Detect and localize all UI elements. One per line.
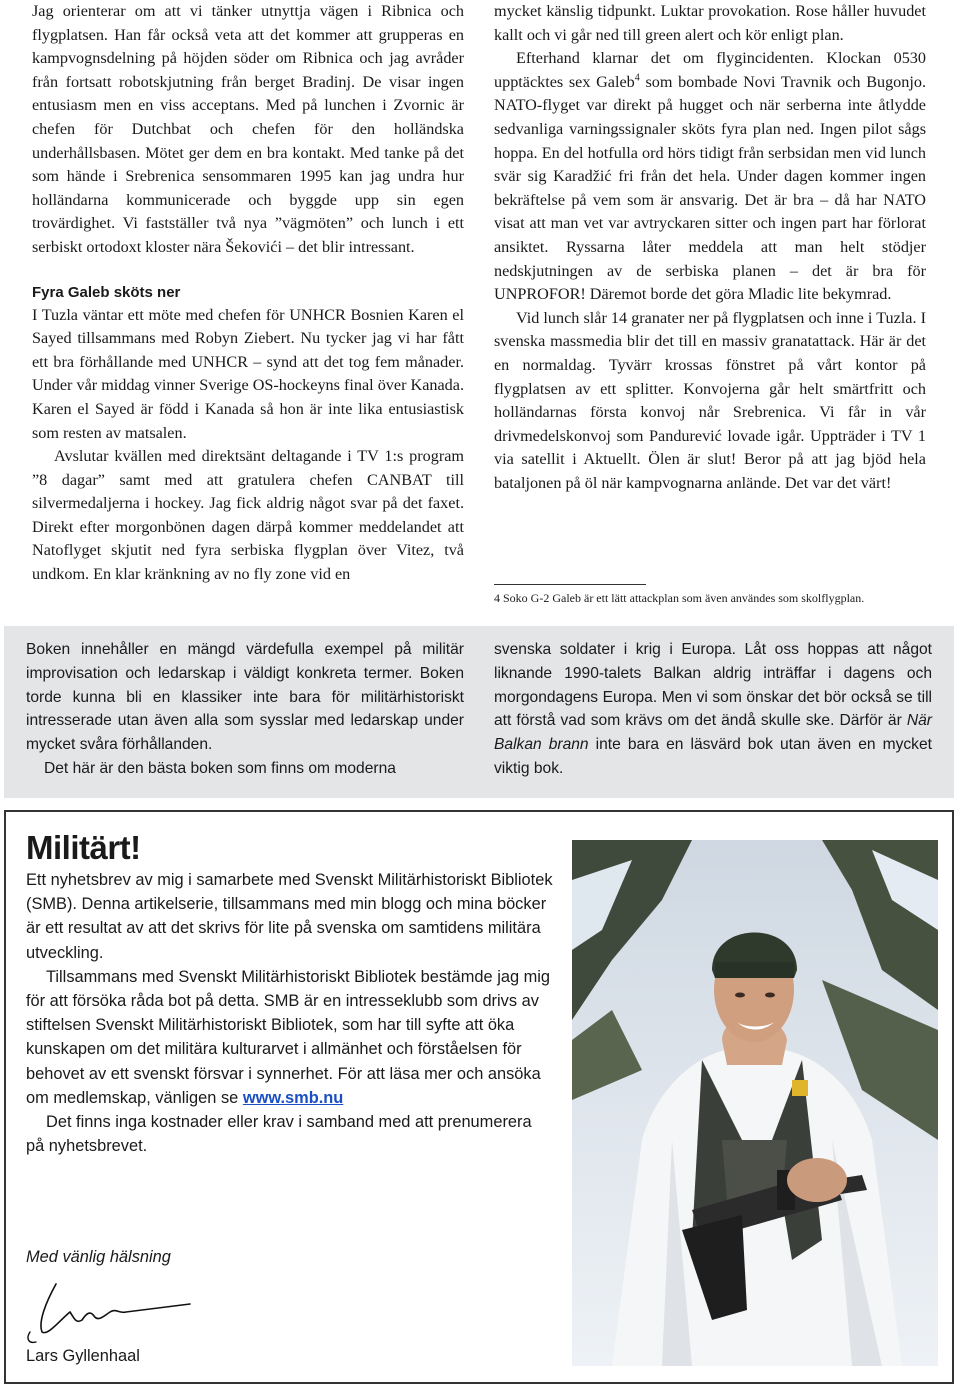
section-heading: Fyra Galeb sköts ner xyxy=(32,283,181,301)
newsletter-paragraph: Ett nyhetsbrev av mig i samarbete med Svenskt Militärhistoriskt Bibliotek (SMB). Denna artikelserie, tillsammans med min blogg och mina böcker är ett resultat av att det skrivs för lite på svenska om samtidens militära utveckling. xyxy=(26,871,553,962)
article-paragraph: Vid lunch slår 14 granater ner på flygplatsen och inne i Tuzla. I svenska massmedia blir det till en massiv granatattack. Här är det en normaldag. Tyvärr krossas fönstret på vårt kontor på flygplatsen av ett splitter. Konvojerna går helt smärtfritt och holländarnas första konvoj når Srebrenica. Vi får in vår drivmedelskonvoj som Pandurević lovade igår. Uppträder i TV 1 via satellit i Aktuellt. Ölen är slut! Beror på att jag bjöd hela bataljonen på öl när kampvognarna anlände. Det var det värt! xyxy=(494,308,926,492)
paragraph-text: som bombade Novi Travnik och Bugonjo. NATO-flyget var direkt på hugget och när serberna inte åtlydde sedvanliga varningssignaler sköts fyra plan ned. Ingen pilot sågs hoppa. En del hotfulla ord hörs tidigt från serbsidan men vid lunch svär sig Karadžić fri från det hela. Under dagen kommer ingen bekräftelse på vem som är ansvarig. Det är bra – då har NATO visat att man vet var avtryckaren sitter och ingen part har förlorat ansiktet. Ryssarna låter meddela att man helt stödjer nedskjutningen av de serbiska planen – det är bra för UNPROFOR! Däremot borde det göra Mladic lite bekymrad. xyxy=(494,72,926,304)
newsletter-text xyxy=(26,868,554,1158)
newsletter-paragraph xyxy=(26,965,554,1110)
newsletter-box xyxy=(4,810,954,1384)
newsletter-paragraph: Det finns inga kostnader eller krav i samband med att prenumerera på nyhetsbrevet. xyxy=(26,1113,532,1156)
soldier-photo xyxy=(572,840,938,1366)
review-paragraph xyxy=(494,638,932,781)
article-right-column xyxy=(494,0,926,495)
footnote-reference: 4 xyxy=(634,72,640,84)
newsletter-title: Militärt! xyxy=(26,829,141,866)
greeting: Med vänlig hälsning xyxy=(26,1248,171,1266)
signer-name: Lars Gyllenhaal xyxy=(26,1347,140,1365)
footnote: 4 Soko G-2 Galeb är ett lätt attackplan som även användes som skolflygplan. xyxy=(494,591,865,605)
article-paragraph: Jag orienterar om att vi tänker utnyttja vägen i Ribnica och flygplatsen. Han får också veta att det kommer att grupperas en kampvognsdelning på höjden söder om Ribnica och jag avråder från fortsatt robotskjutning från berget Bradinj. De visar ingen entusiasm men en viss acceptans. Med på lunchen i Zvornic är chefen för Dutchbat och chefen för den holländska underhållsbasen. Mötet ger dem en bra kontakt. Med tanke på det som hände i Srebrenica sensommaren 1995 kan jag undra hur holländarna kommunicerade och byggde upp sin egen trovärdighet. Vi fastställer två nya ”vägmöten” och lunch i ett serbiskt ortodoxt kloster nära Šekovići – det blir intressant. xyxy=(32,2,464,256)
paragraph-text: inte bara en läsvärd bok utan även en mycket viktig bok. xyxy=(494,736,932,777)
article-left-column xyxy=(32,0,464,587)
smb-link[interactable]: www.smb.nu xyxy=(242,1088,344,1107)
book-title: När Balkan brann xyxy=(494,712,932,754)
review-right-column xyxy=(494,638,932,781)
handwritten-signature xyxy=(20,1272,220,1348)
paragraph-text: Efterhand klarnar det om flygincidenten. Klockan 0530 upptäcktes sex Galeb xyxy=(494,49,926,91)
article-paragraph: Avslutar kvällen med direktsänt deltagande i TV 1:s program ”8 dagar” samt med att gratulera chefen CANBAT till silvermedaljerna i hockey. Jag fick aldrig något svar på det faxet. Direkt efter morgonbönen dagen därpå kommer meddelandet att Natoflyget skjutit ned fyra serbiska flygplan över Vitez, två undkom. En klar kränkning av no fly zone vid en xyxy=(32,447,464,584)
article-paragraph xyxy=(494,47,926,307)
review-left-column xyxy=(26,638,464,781)
article-paragraph: I Tuzla väntar ett möte med chefen för UNHCR Bosnien Karen el Sayed tillsammans med Robyn Ziebert. Nu tycker jag vi har fått ett bra förhållande med UNHCR – synd att det tog fem månader. Under vår middag vinner Sverige OS-hockeyns final över Kanada. Karen el Sayed är född i Kanada så hon är inte lika entusiastisk som resten av matsalen. xyxy=(32,305,464,442)
footnote-divider xyxy=(494,584,646,585)
review-paragraph: Det här är den bästa boken som finns om moderna xyxy=(44,759,396,777)
review-box xyxy=(4,626,954,798)
paragraph-text: svenska soldater i krig i Europa. Låt oss hoppas att något liknande 1990-talets Balkan aldrig inträffar i dagens och morgondagens Europa. Men vi som önskar det bör också se till att förstå vad som krävs om det ändå skulle ske. Därför är xyxy=(494,641,932,730)
paragraph-text: Tillsammans med Svenskt Militärhistoriskt Bibliotek bestämde jag mig för att försöka råda bot på detta. SMB är en intresseklubb som drivs av stiftelsen Svenskt Militärhistoriskt Bibliotek, som har till syfte att öka kunskapen om det militära kulturarvet i allmänhet och förståelsen för behovet av ett svenskt försvar i synnerhet. För att läsa mer och ansöka om medlemskap, vänligen se xyxy=(26,967,551,1107)
article-paragraph: mycket känslig tidpunkt. Luktar provokation. Rose håller huvudet kallt och vi går ned till green alert och kör enligt plan. xyxy=(494,2,926,44)
review-paragraph: Boken innehåller en mängd värdefulla exempel på militär improvisation och ledarskap i väldigt konkreta termer. Boken torde kunna bli en klassiker inte bara för militärhistoriskt intresserade utan även alla som sysslar med ledarskap under mycket svåra förhållanden. xyxy=(26,641,464,754)
